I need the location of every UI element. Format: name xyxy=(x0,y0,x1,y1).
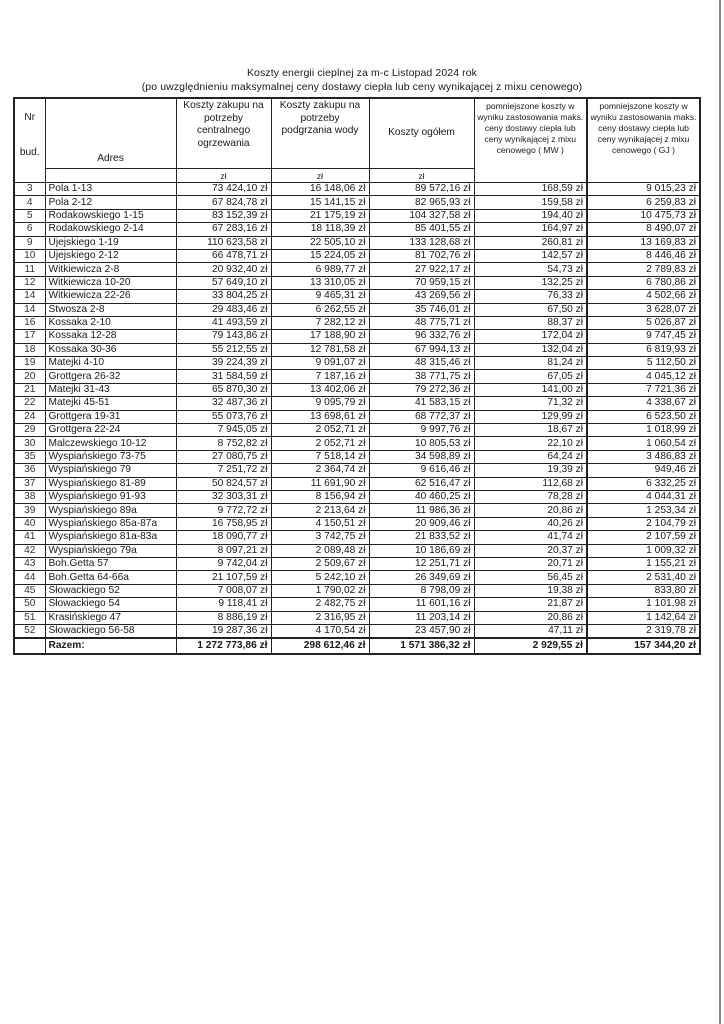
table-row xyxy=(14,624,700,638)
cell-co-cost: 7 008,07 zł xyxy=(176,584,271,597)
cell-building-number: 9 xyxy=(14,236,45,249)
cell-cw-cost: 1 790,02 zł xyxy=(271,584,369,597)
cell-cw-cost: 4 170,54 zł xyxy=(271,624,369,638)
cell-reduced-mw: 76,33 zł xyxy=(474,290,587,303)
cell-reduced-gj: 1 142,64 zł xyxy=(587,611,700,624)
cell-building-number: 14 xyxy=(14,290,45,303)
cell-cw-cost: 21 175,19 zł xyxy=(271,209,369,222)
cell-building-number: 18 xyxy=(14,343,45,356)
cell-address: Wyspiańskiego 81-89 xyxy=(45,477,176,490)
cell-total-cost: 35 746,01 zł xyxy=(369,303,474,316)
cell-building-number: 41 xyxy=(14,531,45,544)
table-row xyxy=(14,196,700,209)
cell-cw-cost: 22 505,10 zł xyxy=(271,236,369,249)
total-gj: 157 344,20 zł xyxy=(587,638,700,654)
cell-cw-cost: 4 150,51 zł xyxy=(271,517,369,530)
cell-cw-cost: 3 742,75 zł xyxy=(271,531,369,544)
cell-co-cost: 7 251,72 zł xyxy=(176,464,271,477)
table-row xyxy=(14,276,700,289)
cell-total-cost: 27 922,17 zł xyxy=(369,263,474,276)
table-row xyxy=(14,290,700,303)
header-nr-label: Nr xyxy=(24,112,36,123)
table-row xyxy=(14,223,700,236)
cell-cw-cost: 2 089,48 zł xyxy=(271,544,369,557)
table-row xyxy=(14,397,700,410)
header-reduced-mw: pomniejszone koszty w wyniku zastosowania maks. ceny dostawy ciepła lub ceny wynikającej z mixu cenowego ( MW ) xyxy=(474,98,587,183)
cell-reduced-mw: 142,57 zł xyxy=(474,249,587,262)
header-bud-label: bud. xyxy=(19,147,40,158)
cell-reduced-mw: 56,45 zł xyxy=(474,571,587,584)
cell-address: Grottgera 26-32 xyxy=(45,370,176,383)
cell-cw-cost: 2 482,75 zł xyxy=(271,598,369,611)
table-row xyxy=(14,584,700,597)
cell-co-cost: 73 424,10 zł xyxy=(176,183,271,196)
total-mw: 2 929,55 zł xyxy=(474,638,587,654)
document-subtitle: (po uwzględnieniu maksymalnej ceny dostawy ciepła lub ceny wynikającej z mixu cenowego) xyxy=(141,81,583,93)
header-co-cost: Koszty zakupu na potrzeby centralnego ogrzewania xyxy=(176,98,271,169)
cell-reduced-gj: 13 169,83 zł xyxy=(587,236,700,249)
cell-reduced-mw: 41,74 zł xyxy=(474,531,587,544)
cell-reduced-gj: 1 101,98 zł xyxy=(587,598,700,611)
cell-building-number: 24 xyxy=(14,410,45,423)
cell-total-cost: 11 986,36 zł xyxy=(369,504,474,517)
cell-reduced-gj: 6 523,50 zł xyxy=(587,410,700,423)
table-row xyxy=(14,490,700,503)
cell-reduced-gj: 2 789,83 zł xyxy=(587,263,700,276)
cell-reduced-mw: 164,97 zł xyxy=(474,223,587,236)
cell-co-cost: 32 303,31 zł xyxy=(176,490,271,503)
cell-building-number: 44 xyxy=(14,571,45,584)
cell-co-cost: 29 483,46 zł xyxy=(176,303,271,316)
cell-cw-cost: 15 141,15 zł xyxy=(271,196,369,209)
cell-co-cost: 65 870,30 zł xyxy=(176,383,271,396)
cell-total-cost: 43 269,56 zł xyxy=(369,290,474,303)
cell-co-cost: 20 932,40 zł xyxy=(176,263,271,276)
cell-reduced-gj: 1 253,34 zł xyxy=(587,504,700,517)
table-row xyxy=(14,316,700,329)
cell-co-cost: 110 623,58 zł xyxy=(176,236,271,249)
cell-total-cost: 85 401,55 zł xyxy=(369,223,474,236)
cell-building-number: 16 xyxy=(14,316,45,329)
cell-address: Wyspiańskiego 73-75 xyxy=(45,450,176,463)
cell-reduced-gj: 2 107,59 zł xyxy=(587,531,700,544)
table-row xyxy=(14,357,700,370)
cell-address: Malczewskiego 10-12 xyxy=(45,437,176,450)
cell-reduced-mw: 19,39 zł xyxy=(474,464,587,477)
cell-building-number: 45 xyxy=(14,584,45,597)
header-address: Adres xyxy=(45,98,176,169)
cell-reduced-gj: 1 018,99 zł xyxy=(587,424,700,437)
cell-reduced-gj: 1 060,54 zł xyxy=(587,437,700,450)
cell-address: Kossaka 2-10 xyxy=(45,316,176,329)
cell-building-number: 36 xyxy=(14,464,45,477)
cell-address: Pola 1-13 xyxy=(45,183,176,196)
unit-total: zł xyxy=(369,169,474,183)
unit-cw: zł xyxy=(271,169,369,183)
cell-building-number: 3 xyxy=(14,183,45,196)
cell-reduced-gj: 4 044,31 zł xyxy=(587,490,700,503)
cell-total-cost: 10 186,69 zł xyxy=(369,544,474,557)
cell-building-number: 12 xyxy=(14,276,45,289)
cell-reduced-gj: 2 531,40 zł xyxy=(587,571,700,584)
cell-address: Kossaka 12-28 xyxy=(45,330,176,343)
cell-cw-cost: 13 310,05 zł xyxy=(271,276,369,289)
cell-reduced-mw: 194,40 zł xyxy=(474,209,587,222)
total-label: Razem: xyxy=(45,638,176,654)
cell-reduced-mw: 20,71 zł xyxy=(474,557,587,570)
cell-total-cost: 96 332,76 zł xyxy=(369,330,474,343)
cell-cw-cost: 13 402,06 zł xyxy=(271,383,369,396)
unit-co: zł xyxy=(176,169,271,183)
cell-reduced-gj: 7 721,36 zł xyxy=(587,383,700,396)
cell-address: Boh.Getta 64-66a xyxy=(45,571,176,584)
cell-address: Krasińskiego 47 xyxy=(45,611,176,624)
cell-building-number: 11 xyxy=(14,263,45,276)
cell-reduced-gj: 949,46 zł xyxy=(587,464,700,477)
cell-reduced-mw: 67,50 zł xyxy=(474,303,587,316)
cell-address: Wyspiańskiego 91-93 xyxy=(45,490,176,503)
cell-total-cost: 38 771,75 zł xyxy=(369,370,474,383)
cell-total-cost: 89 572,16 zł xyxy=(369,183,474,196)
cell-cw-cost: 13 698,61 zł xyxy=(271,410,369,423)
cell-building-number: 40 xyxy=(14,517,45,530)
table-row xyxy=(14,517,700,530)
cell-reduced-mw: 54,73 zł xyxy=(474,263,587,276)
cell-building-number: 39 xyxy=(14,504,45,517)
cell-address: Matejki 31-43 xyxy=(45,383,176,396)
table-row xyxy=(14,330,700,343)
cell-building-number: 22 xyxy=(14,397,45,410)
cell-reduced-mw: 64,24 zł xyxy=(474,450,587,463)
total-nr-blank xyxy=(14,638,45,654)
cell-cw-cost: 9 091,07 zł xyxy=(271,357,369,370)
cell-co-cost: 39 224,39 zł xyxy=(176,357,271,370)
table-row xyxy=(14,611,700,624)
cell-reduced-mw: 47,11 zł xyxy=(474,624,587,638)
cell-reduced-gj: 6 332,25 zł xyxy=(587,477,700,490)
cell-cw-cost: 7 282,12 zł xyxy=(271,316,369,329)
cell-cw-cost: 9 095,79 zł xyxy=(271,397,369,410)
header-cw-cost: Koszty zakupu na potrzeby podgrzania wody xyxy=(271,98,369,169)
header-row xyxy=(14,98,700,169)
cell-building-number: 37 xyxy=(14,477,45,490)
cell-cw-cost: 7 187,16 zł xyxy=(271,370,369,383)
cell-address: Pola 2-12 xyxy=(45,196,176,209)
cell-total-cost: 26 349,69 zł xyxy=(369,571,474,584)
cell-total-cost: 12 251,71 zł xyxy=(369,557,474,570)
header-total-cost: Koszty ogółem xyxy=(369,98,474,169)
cell-building-number: 42 xyxy=(14,544,45,557)
cell-building-number: 50 xyxy=(14,598,45,611)
cell-co-cost: 8 752,82 zł xyxy=(176,437,271,450)
cell-reduced-mw: 129,99 zł xyxy=(474,410,587,423)
cell-cw-cost: 12 781,58 zł xyxy=(271,343,369,356)
table-row xyxy=(14,598,700,611)
table-row xyxy=(14,410,700,423)
cell-reduced-mw: 88,37 zł xyxy=(474,316,587,329)
cell-reduced-mw: 22,10 zł xyxy=(474,437,587,450)
cell-total-cost: 11 203,14 zł xyxy=(369,611,474,624)
cell-address: Wyspiańskiego 89a xyxy=(45,504,176,517)
cell-reduced-mw: 141,00 zł xyxy=(474,383,587,396)
cell-total-cost: 20 909,46 zł xyxy=(369,517,474,530)
cell-address: Słowackiego 52 xyxy=(45,584,176,597)
heat-cost-table xyxy=(13,97,701,655)
cell-address: Słowackiego 56-58 xyxy=(45,624,176,638)
cell-total-cost: 41 583,15 zł xyxy=(369,397,474,410)
cell-co-cost: 9 742,04 zł xyxy=(176,557,271,570)
cell-reduced-gj: 10 475,73 zł xyxy=(587,209,700,222)
table-row xyxy=(14,236,700,249)
cell-cw-cost: 8 156,94 zł xyxy=(271,490,369,503)
cell-reduced-gj: 8 446,46 zł xyxy=(587,249,700,262)
cell-cw-cost: 2 364,74 zł xyxy=(271,464,369,477)
table-row xyxy=(14,303,700,316)
cell-reduced-mw: 67,05 zł xyxy=(474,370,587,383)
cell-address: Witkiewicza 22-26 xyxy=(45,290,176,303)
cell-reduced-gj: 8 490,07 zł xyxy=(587,223,700,236)
cell-reduced-mw: 20,86 zł xyxy=(474,504,587,517)
cell-co-cost: 9 118,41 zł xyxy=(176,598,271,611)
cell-co-cost: 32 487,36 zł xyxy=(176,397,271,410)
cell-address: Ujejskiego 1-19 xyxy=(45,236,176,249)
cell-address: Witkiewicza 2-8 xyxy=(45,263,176,276)
cell-total-cost: 133 128,68 zł xyxy=(369,236,474,249)
cell-total-cost: 48 315,46 zł xyxy=(369,357,474,370)
cell-reduced-gj: 2 104,79 zł xyxy=(587,517,700,530)
table-row xyxy=(14,343,700,356)
cell-reduced-gj: 3 628,07 zł xyxy=(587,303,700,316)
cell-cw-cost: 5 242,10 zł xyxy=(271,571,369,584)
cell-total-cost: 10 805,53 zł xyxy=(369,437,474,450)
cell-total-cost: 48 775,71 zł xyxy=(369,316,474,329)
cell-total-cost: 11 601,16 zł xyxy=(369,598,474,611)
table-row xyxy=(14,531,700,544)
cell-total-cost: 70 959,15 zł xyxy=(369,276,474,289)
cell-address: Rodakowskiego 1-15 xyxy=(45,209,176,222)
cell-reduced-mw: 159,58 zł xyxy=(474,196,587,209)
cell-address: Stwosza 2-8 xyxy=(45,303,176,316)
cell-cw-cost: 7 518,14 zł xyxy=(271,450,369,463)
cell-reduced-mw: 260,81 zł xyxy=(474,236,587,249)
total-cw: 298 612,46 zł xyxy=(271,638,369,654)
cell-reduced-mw: 18,67 zł xyxy=(474,424,587,437)
cell-total-cost: 104 327,58 zł xyxy=(369,209,474,222)
cell-address: Matejki 45-51 xyxy=(45,397,176,410)
table-row xyxy=(14,437,700,450)
cell-address: Grottgera 22-24 xyxy=(45,424,176,437)
cell-address: Wyspiańskiego 81a-83a xyxy=(45,531,176,544)
cell-reduced-mw: 112,68 zł xyxy=(474,477,587,490)
cell-reduced-gj: 4 502,66 zł xyxy=(587,290,700,303)
cell-total-cost: 8 798,09 zł xyxy=(369,584,474,597)
cell-co-cost: 27 080,75 zł xyxy=(176,450,271,463)
table-row xyxy=(14,544,700,557)
table-row xyxy=(14,504,700,517)
cell-building-number: 21 xyxy=(14,383,45,396)
cell-reduced-gj: 6 819,93 zł xyxy=(587,343,700,356)
cell-building-number: 6 xyxy=(14,223,45,236)
cell-total-cost: 82 965,93 zł xyxy=(369,196,474,209)
table-row xyxy=(14,477,700,490)
cell-cw-cost: 6 262,55 zł xyxy=(271,303,369,316)
cell-building-number: 14 xyxy=(14,303,45,316)
cell-co-cost: 21 107,59 zł xyxy=(176,571,271,584)
cell-reduced-gj: 6 780,86 zł xyxy=(587,276,700,289)
cell-building-number: 51 xyxy=(14,611,45,624)
cell-co-cost: 55 212,55 zł xyxy=(176,343,271,356)
cell-cw-cost: 9 465,31 zł xyxy=(271,290,369,303)
cell-address: Wyspiańskiego 79a xyxy=(45,544,176,557)
document-title: Koszty energii cieplnej za m-c Listopad 2024 rok xyxy=(246,67,478,79)
cell-building-number: 10 xyxy=(14,249,45,262)
cell-total-cost: 67 994,13 zł xyxy=(369,343,474,356)
cell-co-cost: 41 493,59 zł xyxy=(176,316,271,329)
cell-cw-cost: 2 316,95 zł xyxy=(271,611,369,624)
cell-reduced-mw: 172,04 zł xyxy=(474,330,587,343)
cell-reduced-mw: 20,86 zł xyxy=(474,611,587,624)
cell-co-cost: 57 649,10 zł xyxy=(176,276,271,289)
cell-cw-cost: 11 691,90 zł xyxy=(271,477,369,490)
cell-address: Ujejskiego 2-12 xyxy=(45,249,176,262)
cell-building-number: 38 xyxy=(14,490,45,503)
cell-reduced-gj: 5 026,87 zł xyxy=(587,316,700,329)
cell-co-cost: 19 287,36 zł xyxy=(176,624,271,638)
cell-cw-cost: 2 213,64 zł xyxy=(271,504,369,517)
header-building-number xyxy=(14,98,45,183)
cell-reduced-gj: 833,80 zł xyxy=(587,584,700,597)
cell-address: Grottgera 19-31 xyxy=(45,410,176,423)
cell-reduced-gj: 9 015,23 zł xyxy=(587,183,700,196)
cell-building-number: 5 xyxy=(14,209,45,222)
table-row xyxy=(14,370,700,383)
cell-reduced-mw: 78,28 zł xyxy=(474,490,587,503)
cell-total-cost: 79 272,36 zł xyxy=(369,383,474,396)
cell-co-cost: 16 758,95 zł xyxy=(176,517,271,530)
cell-total-cost: 9 616,46 zł xyxy=(369,464,474,477)
cell-cw-cost: 2 052,71 zł xyxy=(271,437,369,450)
cell-reduced-gj: 9 747,45 zł xyxy=(587,330,700,343)
cell-cw-cost: 2 052,71 zł xyxy=(271,424,369,437)
cell-cw-cost: 17 188,90 zł xyxy=(271,330,369,343)
table-row xyxy=(14,249,700,262)
cell-reduced-mw: 81,24 zł xyxy=(474,357,587,370)
cell-address: Matejki 4-10 xyxy=(45,357,176,370)
cell-cw-cost: 15 224,05 zł xyxy=(271,249,369,262)
total-total: 1 571 386,32 zł xyxy=(369,638,474,654)
cell-building-number: 43 xyxy=(14,557,45,570)
cell-co-cost: 9 772,72 zł xyxy=(176,504,271,517)
cell-total-cost: 68 772,37 zł xyxy=(369,410,474,423)
cell-address: Wyspiańskiego 79 xyxy=(45,464,176,477)
cell-co-cost: 67 824,78 zł xyxy=(176,196,271,209)
cell-reduced-mw: 168,59 zł xyxy=(474,183,587,196)
cell-building-number: 52 xyxy=(14,624,45,638)
cell-building-number: 29 xyxy=(14,424,45,437)
cell-reduced-gj: 2 319,78 zł xyxy=(587,624,700,638)
table-row xyxy=(14,209,700,222)
cell-co-cost: 79 143,86 zł xyxy=(176,330,271,343)
cell-total-cost: 62 516,47 zł xyxy=(369,477,474,490)
cell-total-cost: 9 997,76 zł xyxy=(369,424,474,437)
cell-co-cost: 31 584,59 zł xyxy=(176,370,271,383)
cell-total-cost: 40 460,25 zł xyxy=(369,490,474,503)
cell-reduced-gj: 4 045,12 zł xyxy=(587,370,700,383)
cell-building-number: 30 xyxy=(14,437,45,450)
cell-reduced-mw: 40,26 zł xyxy=(474,517,587,530)
table-row xyxy=(14,450,700,463)
total-row xyxy=(14,638,700,654)
cell-total-cost: 81 702,76 zł xyxy=(369,249,474,262)
cell-total-cost: 21 833,52 zł xyxy=(369,531,474,544)
cell-co-cost: 18 090,77 zł xyxy=(176,531,271,544)
cell-reduced-gj: 4 338,67 zł xyxy=(587,397,700,410)
scan-edge-line xyxy=(719,0,721,1024)
cell-cw-cost: 2 509,67 zł xyxy=(271,557,369,570)
cell-total-cost: 23 457,90 zł xyxy=(369,624,474,638)
table-row xyxy=(14,263,700,276)
cell-co-cost: 55 073,76 zł xyxy=(176,410,271,423)
cell-cw-cost: 16 148,06 zł xyxy=(271,183,369,196)
cell-reduced-mw: 132,04 zł xyxy=(474,343,587,356)
cell-reduced-gj: 1 009,32 zł xyxy=(587,544,700,557)
table-body xyxy=(14,183,700,639)
cell-address: Boh.Getta 57 xyxy=(45,557,176,570)
header-reduced-gj: pomniejszone koszty w wyniku zastosowania maks. ceny dostawy ciepła lub ceny wynikającej z mixu cenowego ( GJ ) xyxy=(587,98,700,183)
cell-co-cost: 83 152,39 zł xyxy=(176,209,271,222)
cell-co-cost: 8 097,21 zł xyxy=(176,544,271,557)
cell-address: Słowackiego 54 xyxy=(45,598,176,611)
table-row xyxy=(14,383,700,396)
cell-co-cost: 33 804,25 zł xyxy=(176,290,271,303)
cell-total-cost: 34 598,89 zł xyxy=(369,450,474,463)
cell-building-number: 19 xyxy=(14,357,45,370)
table-row xyxy=(14,464,700,477)
cell-building-number: 20 xyxy=(14,370,45,383)
cell-reduced-mw: 21,87 zł xyxy=(474,598,587,611)
cell-reduced-mw: 20,37 zł xyxy=(474,544,587,557)
cell-building-number: 35 xyxy=(14,450,45,463)
cell-reduced-mw: 132,25 zł xyxy=(474,276,587,289)
cell-address: Witkiewicza 10-20 xyxy=(45,276,176,289)
table-row xyxy=(14,183,700,196)
table-row xyxy=(14,557,700,570)
table-row xyxy=(14,424,700,437)
cell-building-number: 4 xyxy=(14,196,45,209)
units-address-blank xyxy=(45,169,176,183)
total-co: 1 272 773,86 zł xyxy=(176,638,271,654)
cell-reduced-gj: 6 259,83 zł xyxy=(587,196,700,209)
cell-cw-cost: 18 118,39 zł xyxy=(271,223,369,236)
cell-reduced-gj: 5 112,50 zł xyxy=(587,357,700,370)
cell-cw-cost: 6 989,77 zł xyxy=(271,263,369,276)
cell-address: Kossaka 30-36 xyxy=(45,343,176,356)
table-row xyxy=(14,571,700,584)
cell-co-cost: 50 824,57 zł xyxy=(176,477,271,490)
cell-co-cost: 8 886,19 zł xyxy=(176,611,271,624)
cell-address: Wyspiańskiego 85a-87a xyxy=(45,517,176,530)
cell-reduced-gj: 1 155,21 zł xyxy=(587,557,700,570)
cell-reduced-gj: 3 486,83 zł xyxy=(587,450,700,463)
cell-address: Rodakowskiego 2-14 xyxy=(45,223,176,236)
cell-co-cost: 7 945,05 zł xyxy=(176,424,271,437)
cell-reduced-mw: 19,38 zł xyxy=(474,584,587,597)
cell-co-cost: 67 283,16 zł xyxy=(176,223,271,236)
cell-reduced-mw: 71,32 zł xyxy=(474,397,587,410)
cell-co-cost: 66 478,71 zł xyxy=(176,249,271,262)
cell-building-number: 17 xyxy=(14,330,45,343)
